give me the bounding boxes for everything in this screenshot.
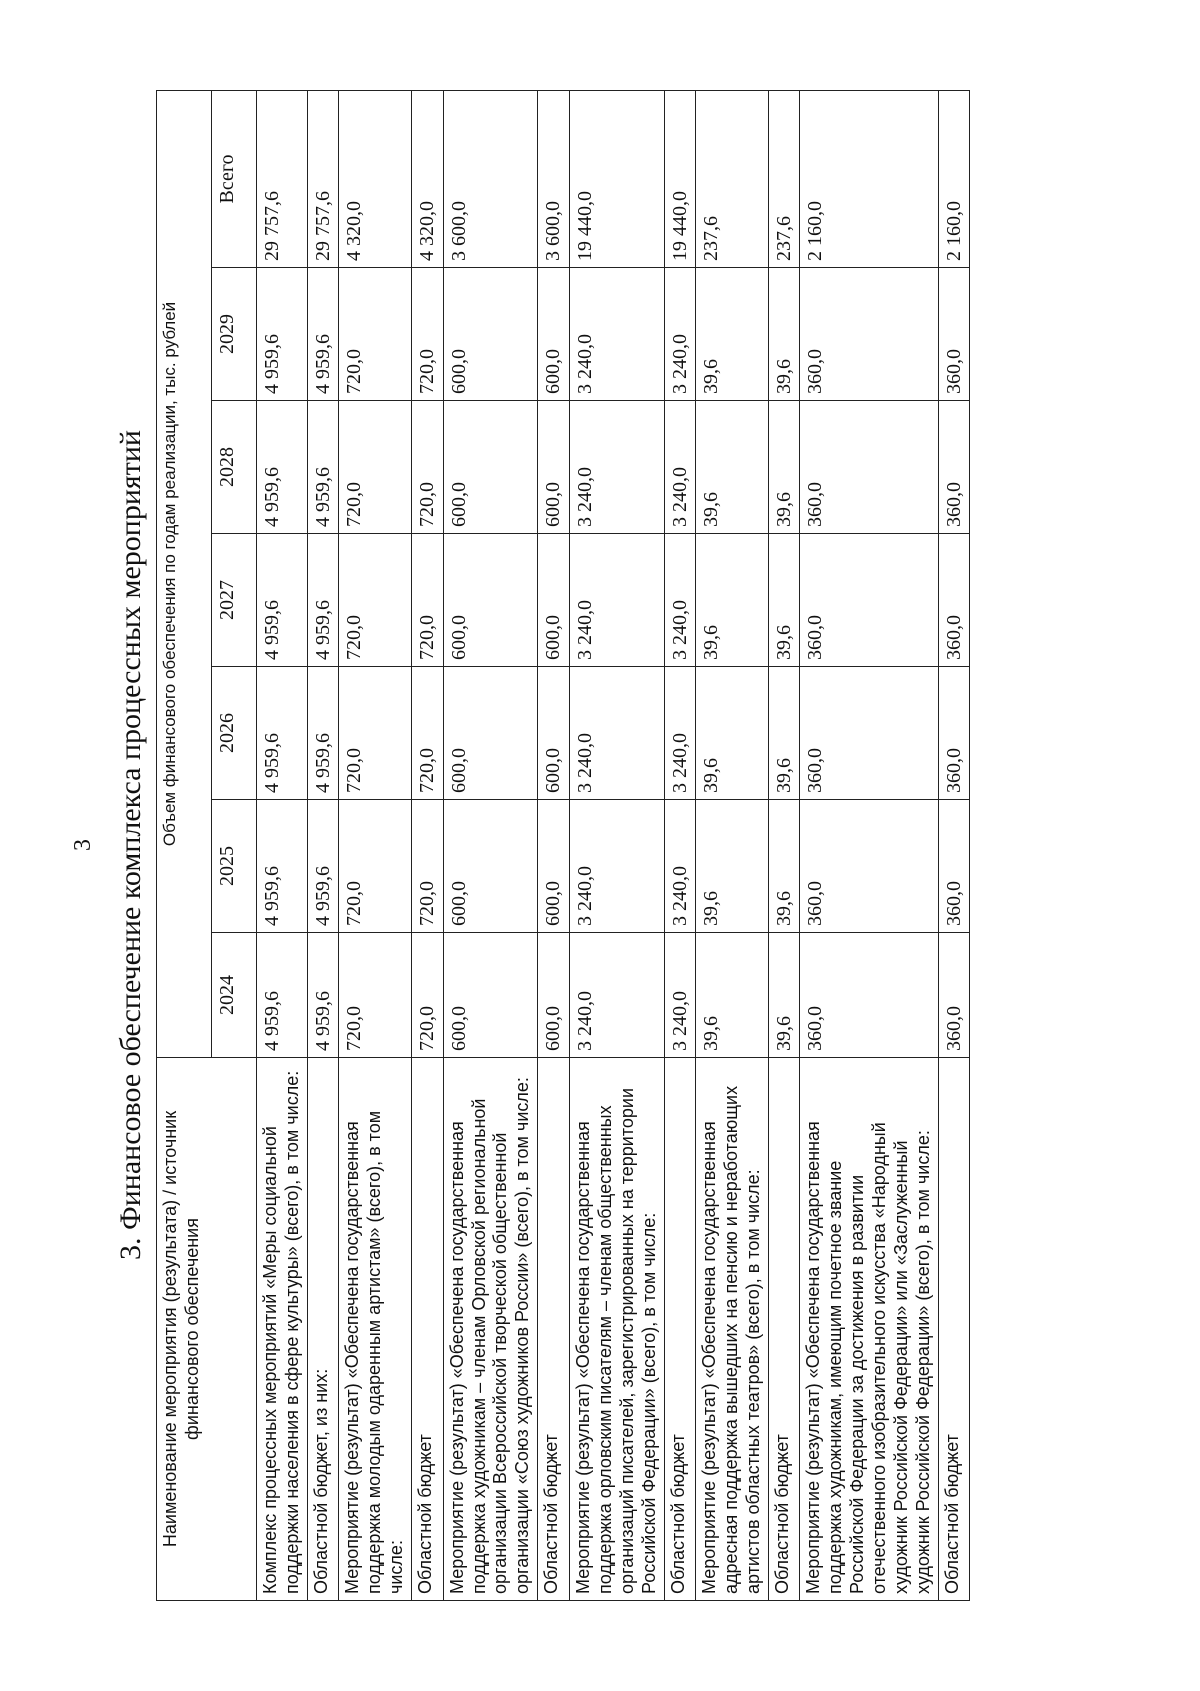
- row-value-cell: 4 959,6: [257, 933, 308, 1058]
- row-value-cell: 39,6: [695, 268, 768, 401]
- row-total-cell: 3 600,0: [538, 90, 569, 267]
- header-year-2029: 2029: [212, 268, 257, 401]
- row-value-cell: 3 240,0: [664, 534, 695, 667]
- row-value-cell: 4 959,6: [307, 667, 338, 800]
- row-value-cell: 360,0: [938, 401, 969, 534]
- row-value-cell: 39,6: [768, 268, 799, 401]
- row-value-cell: 39,6: [695, 667, 768, 800]
- row-value-cell: 4 959,6: [257, 401, 308, 534]
- table-row: [800, 90, 939, 1600]
- row-value-cell: 720,0: [339, 401, 412, 534]
- row-value-cell: 600,0: [443, 268, 538, 401]
- row-value-cell: 600,0: [538, 667, 569, 800]
- row-value-cell: 39,6: [695, 933, 768, 1058]
- row-value-cell: 720,0: [412, 800, 443, 933]
- row-value-cell: 720,0: [339, 800, 412, 933]
- row-value-cell: 720,0: [339, 268, 412, 401]
- row-name-cell: Областной бюджет, из них:: [307, 1058, 338, 1601]
- row-total-cell: 237,6: [768, 90, 799, 267]
- row-value-cell: 4 959,6: [257, 667, 308, 800]
- row-name-cell: Областной бюджет: [768, 1058, 799, 1601]
- row-value-cell: 600,0: [443, 800, 538, 933]
- header-year-2026: 2026: [212, 667, 257, 800]
- table-row: [938, 90, 969, 1600]
- row-value-cell: 39,6: [768, 667, 799, 800]
- row-value-cell: 360,0: [938, 268, 969, 401]
- row-value-cell: 39,6: [768, 401, 799, 534]
- row-value-cell: 360,0: [938, 800, 969, 933]
- row-value-cell: 39,6: [768, 534, 799, 667]
- row-name-cell: Мероприятие (результат) «Обеспечена государственная поддержка молодым одаренным артистам» (всего), в том числе:: [339, 1058, 412, 1601]
- row-value-cell: 4 959,6: [307, 800, 338, 933]
- row-name-cell: Областной бюджет: [538, 1058, 569, 1601]
- row-total-cell: 4 320,0: [339, 90, 412, 267]
- row-value-cell: 4 959,6: [307, 534, 338, 667]
- table-row: [695, 90, 768, 1600]
- row-name-cell: Мероприятие (результат) «Обеспечена государственная адресная поддержка вышедших на пенсию и неработающих артистов областных театров» (всего), в том числе:: [695, 1058, 768, 1601]
- row-value-cell: 4 959,6: [257, 268, 308, 401]
- row-value-cell: 720,0: [412, 933, 443, 1058]
- row-name-cell: Областной бюджет: [938, 1058, 969, 1601]
- row-value-cell: 39,6: [695, 534, 768, 667]
- row-total-cell: 2 160,0: [800, 90, 939, 267]
- section-title: 3. Финансовое обеспечение комплекса процессных мероприятий: [114, 430, 147, 1260]
- row-value-cell: 720,0: [412, 401, 443, 534]
- row-value-cell: 3 240,0: [664, 268, 695, 401]
- row-name-cell: Мероприятие (результат) «Обеспечена государственная поддержка орловским писателям – членам общественных организаций писателей, зарегистрированных на территории Российской Федерации» (всего), в том числе:: [569, 1058, 664, 1601]
- row-value-cell: 39,6: [768, 800, 799, 933]
- row-value-cell: 3 240,0: [569, 933, 664, 1058]
- row-value-cell: 39,6: [695, 401, 768, 534]
- row-value-cell: 360,0: [938, 667, 969, 800]
- table-row: [339, 90, 412, 1600]
- financing-table-wrapper: [156, 91, 970, 1601]
- row-value-cell: 360,0: [800, 800, 939, 933]
- header-name-column: Наименование мероприятия (результата) / источник финансового обеспечения: [157, 1058, 257, 1601]
- row-value-cell: 4 959,6: [307, 933, 338, 1058]
- row-value-cell: 360,0: [800, 534, 939, 667]
- header-funding-group: Объем финансового обеспечения по годам реализации, тыс. рублей: [157, 90, 212, 1057]
- table-row: [257, 90, 308, 1600]
- row-value-cell: 360,0: [800, 268, 939, 401]
- row-total-cell: 19 440,0: [569, 90, 664, 267]
- row-value-cell: 3 240,0: [569, 667, 664, 800]
- row-total-cell: 4 320,0: [412, 90, 443, 267]
- row-total-cell: 237,6: [695, 90, 768, 267]
- row-value-cell: 3 240,0: [664, 800, 695, 933]
- header-year-2028: 2028: [212, 401, 257, 534]
- row-value-cell: 600,0: [443, 667, 538, 800]
- row-value-cell: 720,0: [412, 534, 443, 667]
- header-total: Всего: [212, 90, 257, 267]
- row-value-cell: 720,0: [339, 667, 412, 800]
- table-row: [443, 90, 538, 1600]
- row-value-cell: 3 240,0: [569, 268, 664, 401]
- row-total-cell: 29 757,6: [307, 90, 338, 267]
- row-total-cell: 29 757,6: [257, 90, 308, 267]
- row-value-cell: 3 240,0: [664, 667, 695, 800]
- row-value-cell: 4 959,6: [307, 268, 338, 401]
- row-value-cell: 720,0: [412, 268, 443, 401]
- row-name-cell: Мероприятие (результат) «Обеспечена государственная поддержка художникам, имеющим почетное звание Российской Федерации за достижения в развитии отечественного изобразительного искусства «Народный художник Российской Федерации» или «Заслуженный художник Российской Федерации» (всего), в том числе:: [800, 1058, 939, 1601]
- row-value-cell: 3 240,0: [569, 401, 664, 534]
- row-value-cell: 4 959,6: [307, 401, 338, 534]
- table-body: [257, 90, 970, 1600]
- table-row: [768, 90, 799, 1600]
- row-value-cell: 3 240,0: [664, 933, 695, 1058]
- row-value-cell: 4 959,6: [257, 534, 308, 667]
- row-value-cell: 600,0: [538, 268, 569, 401]
- page-number: 3: [70, 839, 96, 851]
- row-value-cell: 39,6: [768, 933, 799, 1058]
- row-value-cell: 3 240,0: [569, 800, 664, 933]
- row-value-cell: 600,0: [538, 534, 569, 667]
- row-value-cell: 600,0: [538, 800, 569, 933]
- row-value-cell: 3 240,0: [664, 401, 695, 534]
- row-name-cell: Областной бюджет: [664, 1058, 695, 1601]
- table-row: [538, 90, 569, 1600]
- row-value-cell: 600,0: [443, 401, 538, 534]
- row-value-cell: 360,0: [938, 534, 969, 667]
- row-value-cell: 360,0: [938, 933, 969, 1058]
- table-row: [307, 90, 338, 1600]
- financing-table: [156, 90, 970, 1601]
- table-row: [569, 90, 664, 1600]
- row-value-cell: 600,0: [443, 933, 538, 1058]
- row-value-cell: 600,0: [538, 933, 569, 1058]
- row-value-cell: 600,0: [443, 534, 538, 667]
- row-value-cell: 3 240,0: [569, 534, 664, 667]
- row-value-cell: 360,0: [800, 667, 939, 800]
- row-value-cell: 720,0: [412, 667, 443, 800]
- row-total-cell: 19 440,0: [664, 90, 695, 267]
- row-total-cell: 3 600,0: [443, 90, 538, 267]
- row-total-cell: 2 160,0: [938, 90, 969, 267]
- table-row: [664, 90, 695, 1600]
- row-name-cell: Комплекс процессных мероприятий «Меры социальной поддержки населения в сфере культуры» (всего), в том числе:: [257, 1058, 308, 1601]
- row-value-cell: 4 959,6: [257, 800, 308, 933]
- row-name-cell: Областной бюджет: [412, 1058, 443, 1601]
- row-value-cell: 39,6: [695, 800, 768, 933]
- rotated-page-content: [50, 25, 1150, 1665]
- header-year-2024: 2024: [212, 933, 257, 1058]
- table-row: [412, 90, 443, 1600]
- row-value-cell: 720,0: [339, 534, 412, 667]
- row-name-cell: Мероприятие (результат) «Обеспечена государственная поддержка художникам – членам Орловской региональной организации Всероссийской творческой общественной организации «Союз художников России» (всего), в том числе:: [443, 1058, 538, 1601]
- header-year-2025: 2025: [212, 800, 257, 933]
- row-value-cell: 720,0: [339, 933, 412, 1058]
- row-value-cell: 360,0: [800, 933, 939, 1058]
- row-value-cell: 600,0: [538, 401, 569, 534]
- header-year-2027: 2027: [212, 534, 257, 667]
- row-value-cell: 360,0: [800, 401, 939, 534]
